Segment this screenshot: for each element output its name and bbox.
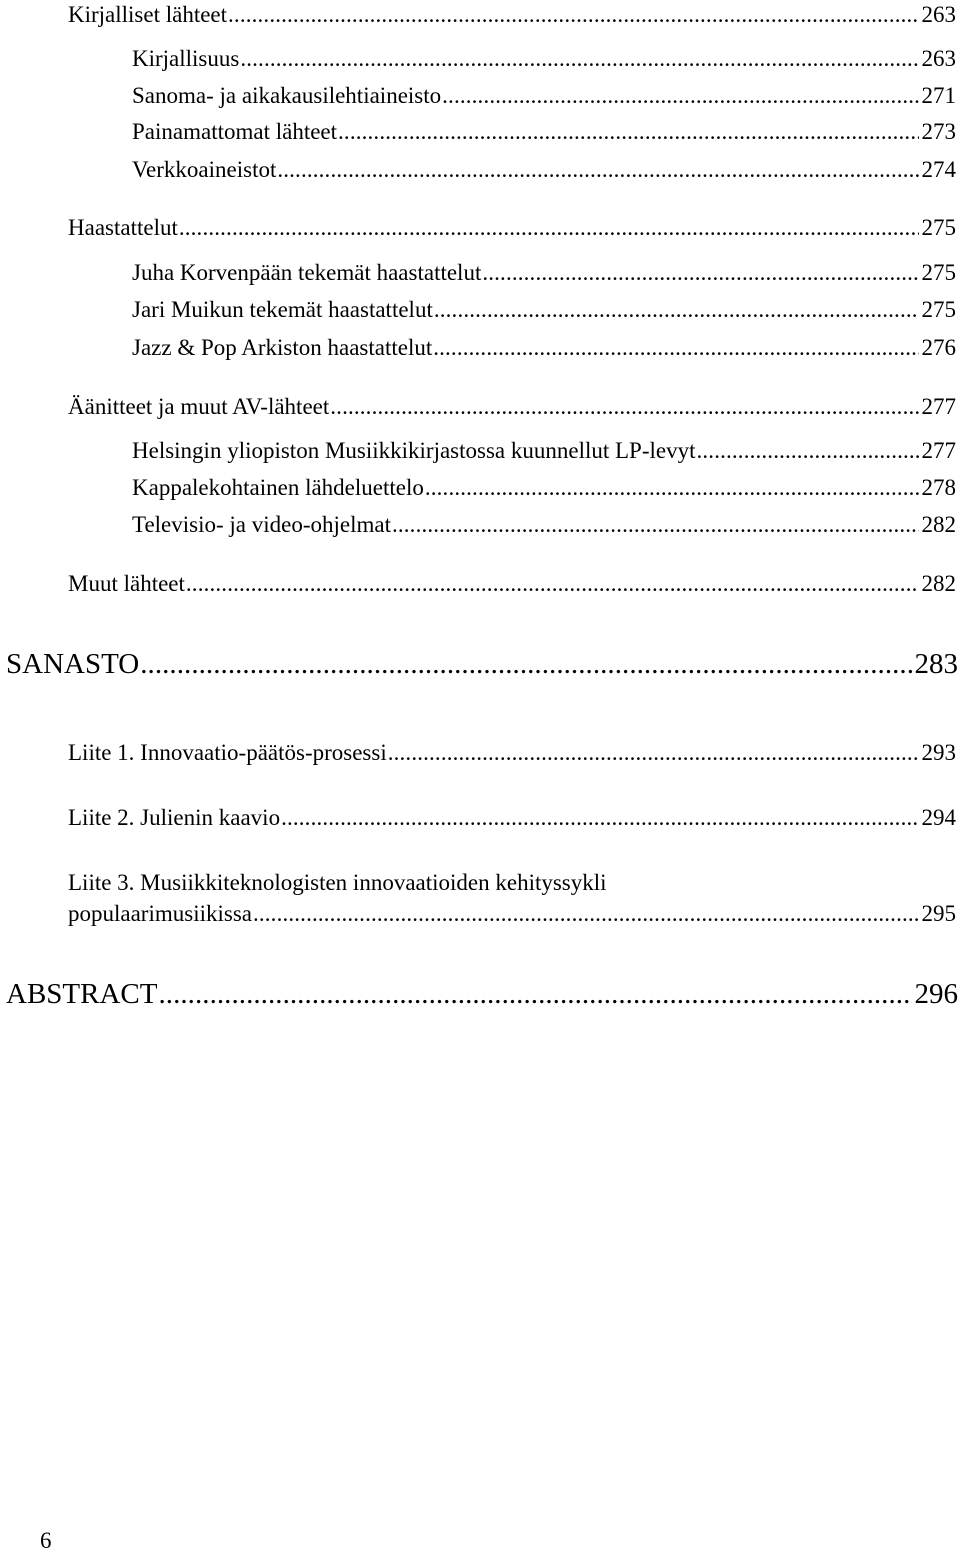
dot-leader [338, 119, 918, 145]
dot-leader [697, 438, 919, 464]
toc-label: Helsingin yliopiston Musiikkikirjastossa kuunnellut LP-levyt [132, 438, 696, 464]
toc-page: 295 [920, 901, 960, 927]
toc-entry [132, 83, 960, 109]
dot-leader [228, 2, 918, 28]
dot-leader [434, 297, 919, 323]
toc-entry [132, 157, 960, 183]
toc-entry-section [6, 648, 960, 681]
toc-label: Kirjalliset lähteet [68, 2, 227, 28]
toc-label: Liite 2. Julienin kaavio [68, 805, 280, 831]
toc-page: 275 [920, 260, 960, 286]
dot-leader [330, 394, 918, 420]
toc-label: populaarimusiikissa [68, 901, 252, 927]
toc-label: Muut lähteet [68, 571, 185, 597]
toc-page: 276 [920, 335, 960, 361]
dot-leader [240, 46, 918, 72]
toc-page: 296 [913, 978, 960, 1011]
toc-label: Liite 1. Innovaatio-päätös-prosessi [68, 740, 387, 766]
toc-page: 263 [920, 2, 960, 28]
toc-label: Jazz & Pop Arkiston haastattelut [132, 335, 432, 361]
toc-entry [132, 438, 960, 464]
toc-entry [132, 119, 960, 145]
toc-label: Kirjallisuus [132, 46, 239, 72]
dot-leader [277, 157, 918, 183]
toc-label: SANASTO [6, 648, 139, 681]
toc-label: Äänitteet ja muut AV-lähteet [68, 394, 329, 420]
dot-leader [158, 978, 911, 1011]
toc-page: 282 [920, 571, 960, 597]
toc-entry [132, 512, 960, 538]
toc-label: ABSTRACT [6, 978, 157, 1011]
dot-leader [392, 512, 919, 538]
toc-page: 277 [920, 438, 960, 464]
toc-label: Painamattomat lähteet [132, 119, 337, 145]
dot-leader [442, 83, 918, 109]
toc-label: Televisio- ja video-ohjelmat [132, 512, 391, 538]
toc-entry [132, 46, 960, 72]
toc-entry-wrapped-first-line: Liite 3. Musiikkiteknologisten innovaatioiden kehityssykli [68, 870, 607, 896]
toc-page: 277 [920, 394, 960, 420]
toc-label: Sanoma- ja aikakausilehtiaineisto [132, 83, 441, 109]
dot-leader [388, 740, 919, 766]
toc-page: 294 [920, 805, 960, 831]
toc-entry-section [6, 978, 960, 1011]
toc-entry [68, 740, 960, 766]
toc-entry [132, 297, 960, 323]
toc-label: Juha Korvenpään tekemät haastattelut [132, 260, 481, 286]
toc-page: 263 [920, 46, 960, 72]
toc-page: 273 [920, 119, 960, 145]
toc-label: Haastattelut [68, 215, 178, 241]
toc-page: 282 [920, 512, 960, 538]
toc-page: 278 [920, 475, 960, 501]
toc-label: Verkkoaineistot [132, 157, 276, 183]
toc-entry [132, 475, 960, 501]
page-number: 6 [40, 1528, 52, 1554]
dot-leader [186, 571, 919, 597]
toc-entry [132, 260, 960, 286]
toc-label: Kappalekohtainen lähdeluettelo [132, 475, 424, 501]
toc-page: 283 [913, 648, 960, 681]
dot-leader [433, 335, 918, 361]
toc-entry [68, 215, 960, 241]
toc-label: Jari Muikun tekemät haastattelut [132, 297, 433, 323]
dot-leader [179, 215, 919, 241]
toc-entry [68, 394, 960, 420]
toc-page: 275 [920, 215, 960, 241]
toc-page: 274 [920, 157, 960, 183]
dot-leader [281, 805, 918, 831]
toc-entry [68, 571, 960, 597]
dot-leader [140, 648, 911, 681]
toc-page: 293 [920, 740, 960, 766]
dot-leader [425, 475, 919, 501]
toc-entry [68, 901, 960, 927]
toc-page: 275 [920, 297, 960, 323]
toc-entry [132, 335, 960, 361]
toc-entry [68, 2, 960, 28]
toc-entry [68, 805, 960, 831]
dot-leader [482, 260, 918, 286]
toc-page: 271 [920, 83, 960, 109]
dot-leader [253, 901, 919, 927]
